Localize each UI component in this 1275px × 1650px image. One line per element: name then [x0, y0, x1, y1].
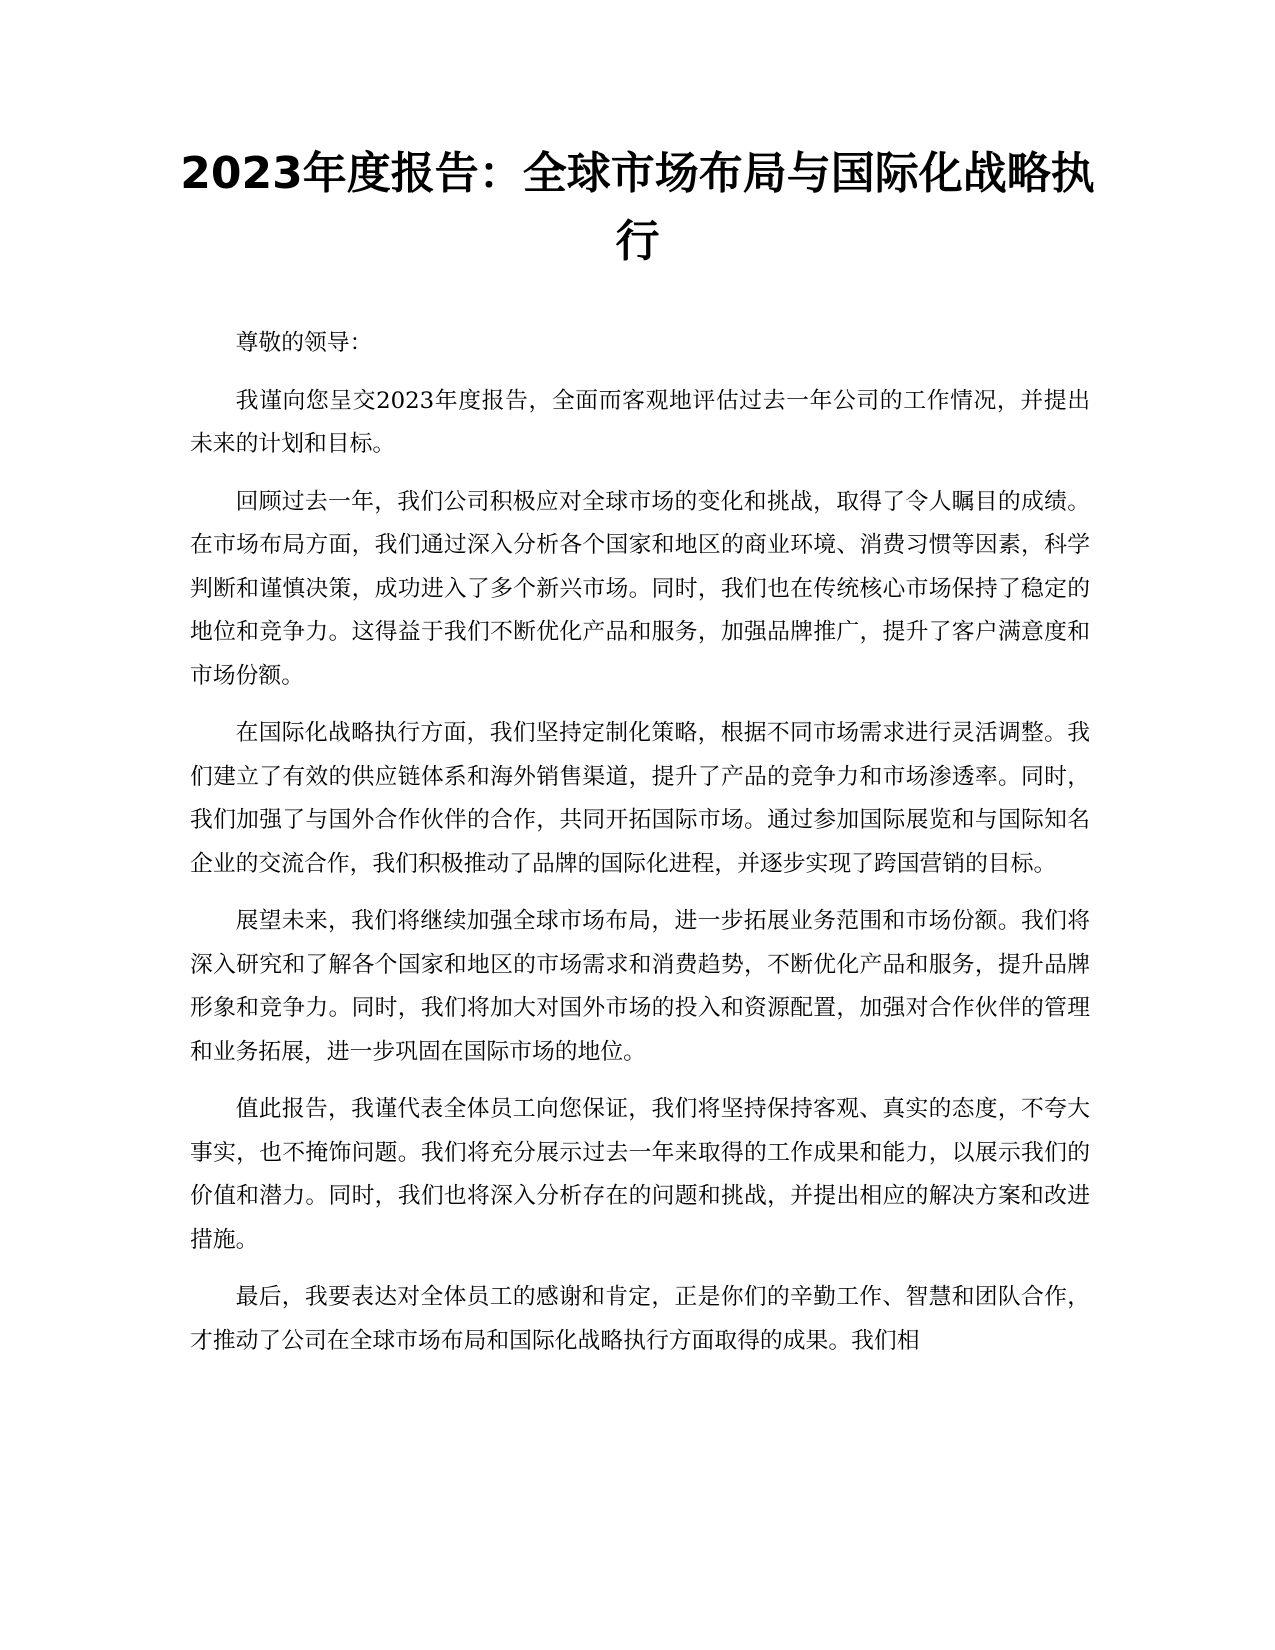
paragraph-internationalization: 在国际化战略执行方面，我们坚持定制化策略，根据不同市场需求进行灵活调整。我们建立了有效的供应链体系和海外销售渠道，提升了产品的竞争力和市场渗透率。同时，我们加强了与国外合作伙伴的合作，共同开拓国际市场。通过参加国际展览和与国际知名企业的交流合作，我们积极推动了品牌的国际化进程，并逐步实现了跨国营销的目标。: [190, 720, 1090, 877]
document-body: [190, 322, 1090, 1377]
paragraph-closing: 最后，我要表达对全体员工的感谢和肯定，正是你们的辛勤工作、智慧和团队合作，才推动了公司在全球市场布局和国际化战略执行方面取得的成果。我们相: [190, 1284, 1090, 1354]
paragraph-intro: 我谨向您呈交2023年度报告，全面而客观地评估过去一年公司的工作情况，并提出未来的计划和目标。: [190, 387, 1090, 457]
paragraph-outlook: 展望未来，我们将继续加强全球市场布局，进一步拓展业务范围和市场份额。我们将深入研究和了解各个国家和地区的市场需求和消费趋势，不断优化产品和服务，提升品牌形象和竞争力。同时，我们将加大对国外市场的投入和资源配置，加强对合作伙伴的管理和业务拓展，进一步巩固在国际市场的地位。: [190, 908, 1090, 1065]
paragraph-review: 回顾过去一年，我们公司积极应对全球市场的变化和挑战，取得了令人瞩目的成绩。在市场布局方面，我们通过深入分析各个国家和地区的商业环境、消费习惯等因素，科学判断和谨慎决策，成功进入了多个新兴市场。同时，我们也在传统核心市场保持了稳定的地位和竞争力。这得益于我们不断优化产品和服务，加强品牌推广，提升了客户满意度和市场份额。: [190, 488, 1090, 689]
paragraph-commitment: 值此报告，我谨代表全体员工向您保证，我们将坚持保持客观、真实的态度，不夸大事实，也不掩饰问题。我们将充分展示过去一年来取得的工作成果和能力，以展示我们的价值和潜力。同时，我们也将深入分析存在的问题和挑战，并提出相应的解决方案和改进措施。: [190, 1096, 1090, 1253]
document-title: 2023年度报告：全球市场布局与国际化战略执行: [180, 148, 1095, 267]
salutation: 尊敬的领导：: [235, 330, 373, 356]
